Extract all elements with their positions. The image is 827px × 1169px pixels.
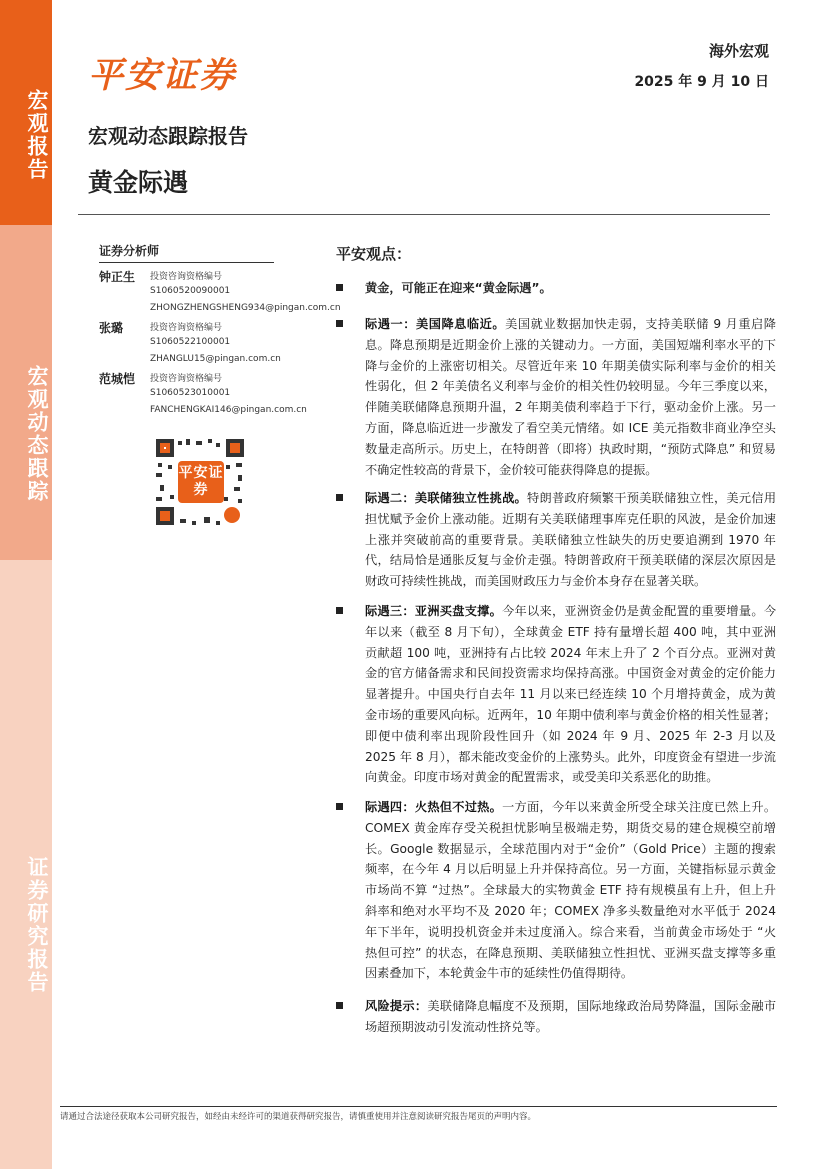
analyst-email[interactable]: FANCHENGKAI146@pingan.com.cn [150, 405, 307, 415]
footer-divider [60, 1106, 777, 1107]
analyst-label: 投资咨询资格编号 [150, 272, 223, 282]
footer-disclaimer: 请通过合法途径获取本公司研究报告，如经由未经许可的渠道获得研究报告，请慎重使用并注意阅读研究报告尾页的声明内容。 [60, 1112, 537, 1122]
view-heading: 平安观点： [336, 245, 412, 263]
sidebar [0, 0, 52, 1169]
bullet-square-icon [336, 494, 343, 501]
qr-logo: 平安证券 [178, 465, 224, 498]
bullet-summary [336, 278, 776, 299]
bullet-head: 际遇二：美联储独立性挑战。 [365, 491, 528, 505]
bullet-square-icon [336, 284, 343, 291]
bullet-square-icon [336, 320, 343, 327]
pingan-logo: 平安证券 [88, 56, 237, 96]
bullet-square-icon [336, 607, 343, 614]
bullet-text: 特朗普政府频繁干预美联储独立性，美元信用担忧赋予金价上涨动能。近期有关美联储理事库克任职的风波，是金价加速上涨并突破前高的重要背景。美联储独立性缺失的历史要追溯到 1970 年代，结局恰是通胀反复与金价走强。特朗普政府干预美联储的深层次原因是财政可持续性挑战，而美国财政压力与金价本身存在显著关联。 [365, 491, 777, 589]
analyst-id: S1060520090001 [150, 286, 231, 296]
analyst-id: S1060523010001 [150, 388, 231, 398]
bullet-head: 际遇三：亚洲买盘支撑。 [365, 604, 503, 618]
bullet-head: 际遇一：美国降息临近。 [365, 317, 506, 331]
page-title: 黄金际遇 [88, 168, 189, 197]
bullet-opportunity-2 [336, 488, 776, 592]
bullet-head: 风险提示： [365, 999, 428, 1013]
bullet-opportunity-3 [336, 601, 776, 788]
sidebar-macro-report: 宏观报告 [0, 0, 52, 225]
bullet-text: 一方面，今年以来黄金所受全球关注度已然上升。COMEX 黄金库存受关税担忧影响呈极端走势，期货交易的建仓规模空前增长。Google 数据显示，全球范围内对于“金价”（Gold Price）主题的搜索频率，在今年 4 月以后明显上升并保持高位。另一方面，关键指标显示黄金市场尚不算 “过热”。全球最大的实物黄金 ETF 持有规模虽有上升，但上升斜率和绝对水平均不及 2020 年；COMEX 净多头数量绝对水平低于 2024 年下半年，说明投机资金并未过度涌入。综合来看，当前黄金市场处于 “火热但可控” 的状态，在降息预期、美联储独立性担忧、亚洲买盘支撑等多重因素叠加下，本轮黄金牛市的延续性仍值得期待。 [365, 800, 777, 981]
bullet-text: 今年以来，亚洲资金仍是黄金配置的重要增量。今年以来（截至 8 月下旬），全球黄金 ETF 持有量增长超 400 吨，其中亚洲贡献超 100 吨，亚洲持有占比较 2024 年末上升了 2 个百分点。亚洲对黄金的官方储备需求和民间投资需求均保持高涨。中国资金对黄金的定价能力显著提升。中国央行自去年 11 月以来已经连续 10 个月增持黄金，成为黄金市场的重要风向标。近两年，10 年期中债利率与黄金价格的相关性显著；即便中债利率出现阶段性回升（如 2024 年 9 月、2025 年 2-3 月以及 2025 年 8 月），都未能改变金价的上涨势头。此外，印度资金有望进一步流向黄金。印度市场对黄金的配置需求，或受美印关系恶化的助推。 [365, 604, 777, 785]
bullet-head: 际遇四：火热但不过热。 [365, 800, 503, 814]
bullet-square-icon [336, 803, 343, 810]
report-category: 海外宏观 [708, 42, 769, 60]
analyst-id: S1060522100001 [150, 337, 231, 347]
analyst-name: 范城恺 [99, 372, 136, 386]
analyst-email[interactable]: ZHANGLU15@pingan.com.cn [150, 354, 281, 364]
analyst-heading: 证券分析师 [99, 242, 274, 263]
analyst-email[interactable]: ZHONGZHENGSHENG934@pingan.com.cn [150, 303, 341, 313]
sidebar-macro-tracking: 宏观动态跟踪 [0, 225, 52, 560]
bullet-opportunity-4 [336, 797, 776, 984]
bullet-risk [336, 996, 776, 1038]
analyst-name: 钟正生 [99, 270, 136, 284]
bullet-square-icon [336, 1002, 343, 1009]
report-date: 2025 年 9 月 10 日 [634, 74, 769, 90]
sidebar-research-report: 证券研究报告 [0, 560, 52, 1169]
bullet-text: 美联储降息幅度不及预期，国际地缘政治局势降温，国际金融市场超预期波动引发流动性挤兑等。 [365, 999, 777, 1034]
header-divider [78, 214, 770, 215]
analyst-name: 张璐 [99, 321, 124, 335]
bullet-opportunity-1 [336, 314, 776, 480]
bullet-text: 美国就业数据加快走弱，支持美联储 9 月重启降息。降息预期是近期金价上涨的关键动力。一方面，美国短端利率水平的下降与金价的上涨密切相关。尽管近年来 10 年期美债实际利率与金价的相关性弱化，但 2 年美债名义利率与金价的相关性仍较明显。今年三季度以来，伴随美联储降息预期升温，2 年期美债利率趋于下行，驱动金价上涨。另一方面，降息临近进一步激发了看空美元情绪。如 ICE 美元指数非商业净空头数量走高所示。历史上，在特朗普（即将）执政时期，“预防式降息” 和贸易不确定性较高的背景下，金价较可能获得降息的提振。 [365, 317, 776, 477]
report-type: 宏观动态跟踪报告 [88, 124, 248, 148]
analyst-label: 投资咨询资格编号 [150, 323, 223, 333]
bullet-text: 黄金，可能正在迎来“黄金际遇”。 [365, 281, 552, 295]
analyst-label: 投资咨询资格编号 [150, 374, 223, 384]
